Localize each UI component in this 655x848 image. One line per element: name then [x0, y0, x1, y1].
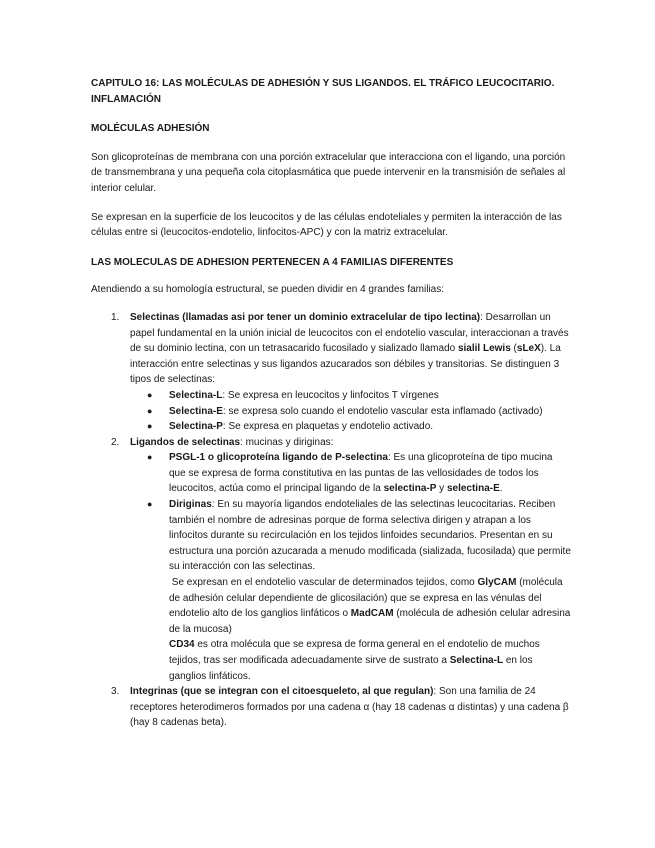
- diriginas-expression: Se expresan en el endotelio vascular de determinados tejidos, como GlyCAM (molécula de adhesión celular dependiente de glicosilación) que se expresa en las vénulas del endotelio alto de los ganglios linfáticos o MadCAM (molécula de adhesión celular adresina de la mucosa): [169, 577, 571, 635]
- sub-item-diriginas: ● Diriginas: En su mayoría ligandos endoteliales de las selectinas leucocitarias. Reciben también el nombre de adresinas porque de forma selectiva dirigen y atrapan a los linfocitos durante su recirculación en los tejidos linfoides secundarios. Presentan en su estructura una porción azucarada a menudo modificada (sializada, fucosilada) que permite su interacción con las selectinas. Se expresan en el endotelio vascular de determinados tejidos, como GlyCAM (molécula de adhesión celular dependiente de glicosilación) que se expresa en las vénulas del endotelio alto de los ganglios linfáticos o MadCAM (molécula de adhesión celular adresina de la mucosa) CD34 es otra molécula que se expresa de forma general en el endotelio de muchos tejidos, tras ser modificada adecuadamente sirve de sustrato a Selectina-L en los ganglios linfáticos.: [130, 497, 571, 684]
- list-item-ligandos: 2. Ligandos de selectinas: mucinas y diriginas: ● PSGL-1 o glicoproteína ligando de P-selectina: Es una glicoproteína de tipo mucina que se expresa de forma constitutiva en las puntas de las vellosidades de todos los leucocitos, actúa como el principal ligando de la selectina-P y selectina-E. ● Diriginas: En su mayoría ligandos endoteliales de las selectinas leucocitarias. Reciben también el nombre de adresinas porque de forma selectiva dirigen y atrapan a los linfocitos durante su recirculación en los tejidos linfoides secundarios. Presentan en su estructura una porción azucarada a menudo modificada (sializada, fucosilada) que permite su interacción con las selectinas. Se expresan en el endotelio vascular de determinados tejidos, como GlyCAM (molécula de adhesión celular dependiente de glicosilación) que se expresa en las vénulas del endotelio alto de los ganglios linfáticos o MadCAM (molécula de adhesión celular adresina de la mucosa) CD34 es otra molécula que se expresa de forma general en el endotelio de muchos tejidos, tras ser modificada adecuadamente sirve de sustrato a Selectina-L en los ganglios linfáticos.: [91, 435, 571, 685]
- sub-item-selectina-e: ● Selectina-E: se expresa solo cuando el endotelio vascular esta inflamado (activado): [130, 404, 571, 420]
- sub-item-psgl1: ● PSGL-1 o glicoproteína ligando de P-selectina: Es una glicoproteína de tipo mucina que se expresa de forma constitutiva en las puntas de las vellosidades de todos los leucocitos, actúa como el principal ligando de la selectina-P y selectina-E.: [147, 452, 553, 495]
- list-number: 1.: [111, 311, 120, 323]
- bullet-icon: ●: [147, 499, 153, 510]
- paragraph-expression: Se expresan en la superficie de los leucocitos y de las células endoteliales y permiten la interacción de las células entre si (leucocitos-endotelio, linfocitos-APC) y con la matriz extracelular.: [91, 211, 562, 239]
- ligandos-title: Ligandos de selectinas: [130, 436, 241, 448]
- sub-item-selectina-p: ● Selectina-P: Se expresa en plaquetas y endotelio activado.: [130, 419, 571, 435]
- bullet-icon: ●: [147, 421, 153, 432]
- list-item-integrinas: 3. Integrinas (que se integran con el citoesqueleto, al que regulan): Son una familia de 24 receptores heterodimeros formados por una cadena α (hay 18 cadenas α distintas) y una cadena β (hay 8 cadenas beta).: [111, 686, 569, 729]
- selectinas-sublist: [130, 388, 571, 435]
- chapter-title: CAPITULO 16: LAS MOLÉCULAS DE ADHESIÓN Y SUS LIGANDOS. EL TRÁFICO LEUCOCITARIO. INFLAMACIÓN: [91, 78, 555, 105]
- document-page: [91, 72, 571, 731]
- ligandos-sublist: [130, 450, 571, 684]
- families-heading: LAS MOLECULAS DE ADHESION PERTENECEN A 4 FAMILIAS DIFERENTES: [91, 256, 454, 268]
- list-number: 2.: [111, 436, 120, 448]
- integrinas-title: Integrinas (que se integran con el citoesqueleto, al que regulan): [130, 686, 434, 698]
- families-list: [91, 310, 571, 731]
- bullet-icon: ●: [147, 405, 153, 416]
- selectinas-title: Selectinas (llamadas asi por tener un dominio extracelular de tipo lectina): [130, 311, 481, 323]
- list-item-selectinas: 1. Selectinas (llamadas asi por tener un dominio extracelular de tipo lectina): Desarrollan un papel fundamental en la unión inicial de leucocitos con el endotelio vascular, interaccionan a través de su dominio lectina, con un tetrasacarido fucosilado y sializado llamado sialil Lewis (sLeX). La interacción entre selectinas y sus ligandos azucarados son débiles y transitorias. Se distinguen 3 tipos de selectinas: ● Selectina-L: Se expresa en leucocitos y linfocitos T vírgenes ● Selectina-E: se expresa solo cuando el endotelio vascular esta inflamado (activado) ● Selectina-P: Se expresa en plaquetas y endotelio activado.: [91, 310, 571, 435]
- section-heading: MOLÉCULAS ADHESIÓN: [91, 123, 210, 135]
- bullet-icon: ●: [147, 389, 153, 400]
- sub-item-selectina-l: ● Selectina-L: Se expresa en leucocitos y linfocitos T vírgenes: [130, 388, 571, 404]
- paragraph-definition: Son glicoproteínas de membrana con una porción extracelular que interacciona con el ligando, una porción de transmembrana y una pequeña cola citoplasmática que puede intervenir en la transmisión de señales al interior celular.: [91, 151, 566, 194]
- cd34-paragraph: CD34 es otra molécula que se expresa de forma general en el endotelio de muchos tejidos, tras ser modificada adecuadamente sirve de sustrato a Selectina-L en los ganglios linfáticos.: [169, 639, 540, 682]
- slex: sLeX: [516, 343, 541, 355]
- bullet-icon: ●: [147, 452, 153, 463]
- sialil-lewis: sialil Lewis: [457, 343, 511, 355]
- families-intro: Atendiendo a su homología estructural, se pueden dividir en 4 grandes familias:: [91, 284, 444, 296]
- list-number: 3.: [111, 686, 120, 698]
